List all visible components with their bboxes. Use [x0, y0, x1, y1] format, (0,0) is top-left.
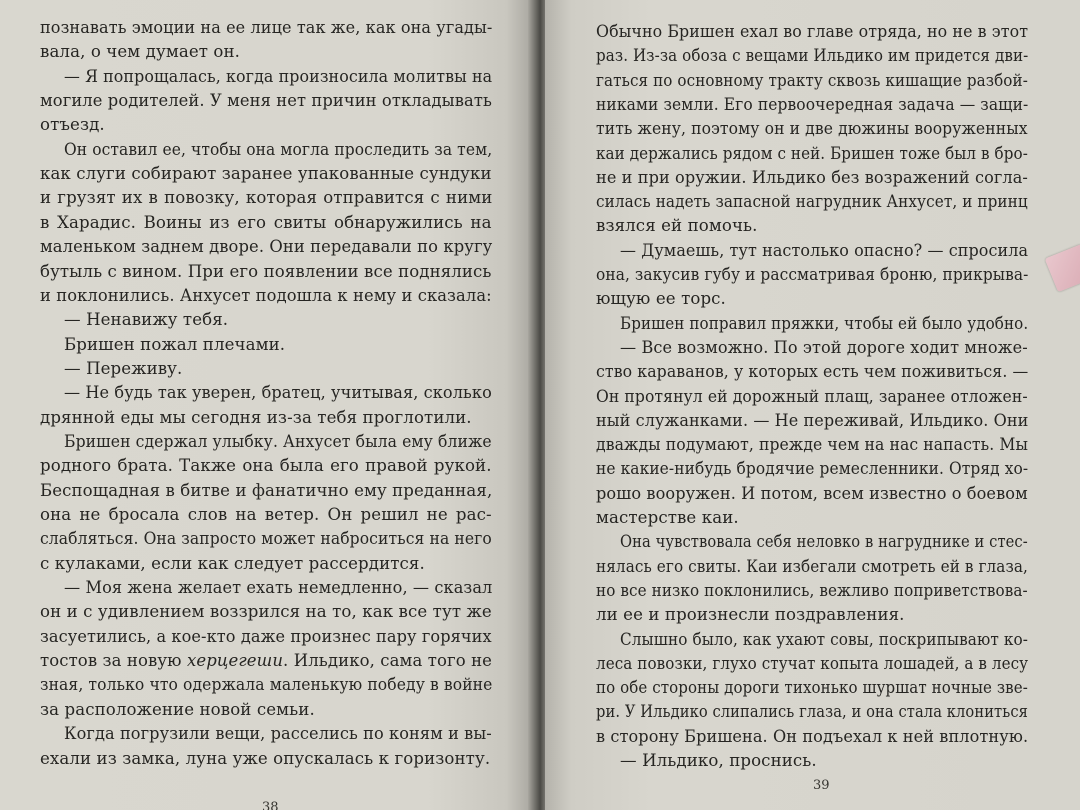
text-line: и поклонились. Анхусет подошла к нему и сказала: [40, 285, 492, 305]
text-line: — Думаешь, тут настолько опасно? — спросила [620, 240, 1029, 260]
text-line: родного брата. Также она была его правой рукой. [40, 456, 492, 476]
text-line: Он оставил ее, чтобы она могла проследить за тем, [64, 139, 493, 159]
text-line: Бришен сдержал улыбку. Анхусет была ему ближе [64, 431, 492, 451]
text-line: Бришен поправил пряжки, чтобы ей было удобно. [620, 313, 1029, 333]
text-line: с кулаками, если как следует рассердится. [40, 553, 425, 573]
text-line: но все низко поклонились, вежливо поприветствова- [596, 580, 1028, 600]
right-page [545, 0, 1080, 810]
text-line: раз. Из-за обоза с вещами Ильдико им придется дви- [596, 46, 1029, 66]
text-line: ющую ее торс. [596, 289, 726, 309]
text-line: — Переживу. [64, 358, 183, 378]
text-line: Обычно Бришен ехал во главе отряда, но не в этот [596, 22, 1029, 41]
text-line: ри. У Ильдико слипались глаза, и она стала клониться [596, 702, 1028, 722]
text-line: рошо вооружен. И потом, всем известно о боевом [596, 483, 1028, 503]
page-number: 38 [262, 800, 279, 810]
text-line: он и с удивлением воззрился на то, как все тут же [40, 602, 492, 622]
page-number: 39 [813, 778, 830, 793]
text-line: — Все возможно. По этой дороге ходит множе- [620, 337, 1028, 357]
text-line: ехали из замка, луна уже опускалась к горизонту. [40, 748, 491, 768]
text-line: тостов за новую херцегеши. Ильдико, сама того не [40, 651, 493, 671]
text-line: Беспощадная в битве и фанатично ему преданная, [40, 480, 493, 500]
text-line: Она чувствовала себя неловко в нагруднике и стес- [620, 532, 1028, 552]
text-line: бутыль с вином. При его появлении все поднялись [40, 261, 492, 281]
text-line: дважды подумают, прежде чем на нас напасть. Мы [596, 435, 1028, 455]
text-line: нялась его свиты. Каи избегали смотреть ей в глаза, [596, 556, 1028, 576]
text-line: — Моя жена желает ехать немедленно, — сказал [64, 578, 493, 598]
text-line: зная, только что одержала маленькую победу в войне [40, 675, 493, 695]
text-line: никами земли. Его первоочередная задача — защи- [596, 94, 1029, 114]
text-line: она, закусив губу и рассматривая броню, прикрыва- [596, 265, 1029, 284]
text-line: тить жену, поэтому он и две дюжины вооруженных [596, 119, 1028, 139]
text-line: леса повозки, глухо стучат копыта лошадей, а в лесу [596, 653, 1029, 673]
text-line: дрянной еды мы сегодня из-за тебя проглотили. [40, 407, 472, 427]
text-line: она не бросала слов на ветер. Он решил не рас- [40, 505, 492, 524]
text-line: и грузят их в повозку, которая отправится с ними [40, 188, 493, 208]
text-line: — Ненавижу тебя. [64, 310, 229, 330]
text-line: засуетились, а кое-кто даже произнес пару горячих [40, 626, 492, 646]
text-line: ный служанками. — Не переживай, Ильдико. Они [596, 410, 1029, 430]
text-line: в сторону Бришена. Он подъехал к ней вплотную. [596, 726, 1029, 746]
text-line: по обе стороны дороги тихонько шуршат ночные зве- [596, 678, 1028, 698]
text-line: за расположение новой семьи. [40, 699, 315, 719]
text-line: взялся ей помочь. [596, 216, 758, 236]
text-line: в Харадис. Воины из его свиты обнаружились на [40, 212, 492, 232]
text-line: — Не будь так уверен, братец, учитывая, сколько [64, 383, 492, 403]
text-line: Он протянул ей дорожный плащ, заранее отложен- [596, 386, 1028, 406]
text-line: не какие-нибудь бродячие ремесленники. Отряд хо- [596, 459, 1029, 479]
text-line: отъезд. [40, 115, 105, 135]
text-line: слабляться. Она запросто может наброситься на него [40, 529, 492, 549]
text-line: ли ее и произнесли поздравления. [596, 605, 905, 625]
text-line: — Ильдико, проснись. [620, 751, 817, 770]
left-page [0, 0, 533, 810]
text-line: маленьком заднем дворе. Они передавали по кругу [40, 237, 493, 257]
italic-word: херцегеши [186, 651, 284, 671]
text-line: каи держались рядом с ней. Бришен тоже был в бро- [596, 143, 1028, 163]
text-line: могиле родителей. У меня нет причин откладывать [40, 91, 492, 111]
text-line: силась надеть запасной нагрудник Анхусет, и принц [596, 192, 1028, 212]
text-line: как слуги собирают заранее упакованные сундуки [40, 164, 492, 184]
text-line: Когда погрузили вещи, расселись по коням и вы- [64, 724, 492, 744]
text-line: Бришен пожал плечами. [64, 334, 286, 354]
text-line: — Я попрощалась, когда произносила молитвы на [64, 66, 493, 86]
text-line: вала, о чем думает он. [40, 42, 241, 62]
text-line: познавать эмоции на ее лице так же, как она угады- [40, 18, 493, 37]
text-line: не и при оружии. Ильдико без возражений согла- [596, 167, 1028, 187]
text-line: гаться по основному тракту сквозь кишащие разбой- [596, 70, 1028, 90]
text-line: мастерстве каи. [596, 508, 739, 527]
text-line: Слышно было, как ухают совы, поскрипывают ко- [620, 629, 1028, 649]
text-line: ство караванов, у которых есть чем поживиться. — [596, 362, 1029, 382]
